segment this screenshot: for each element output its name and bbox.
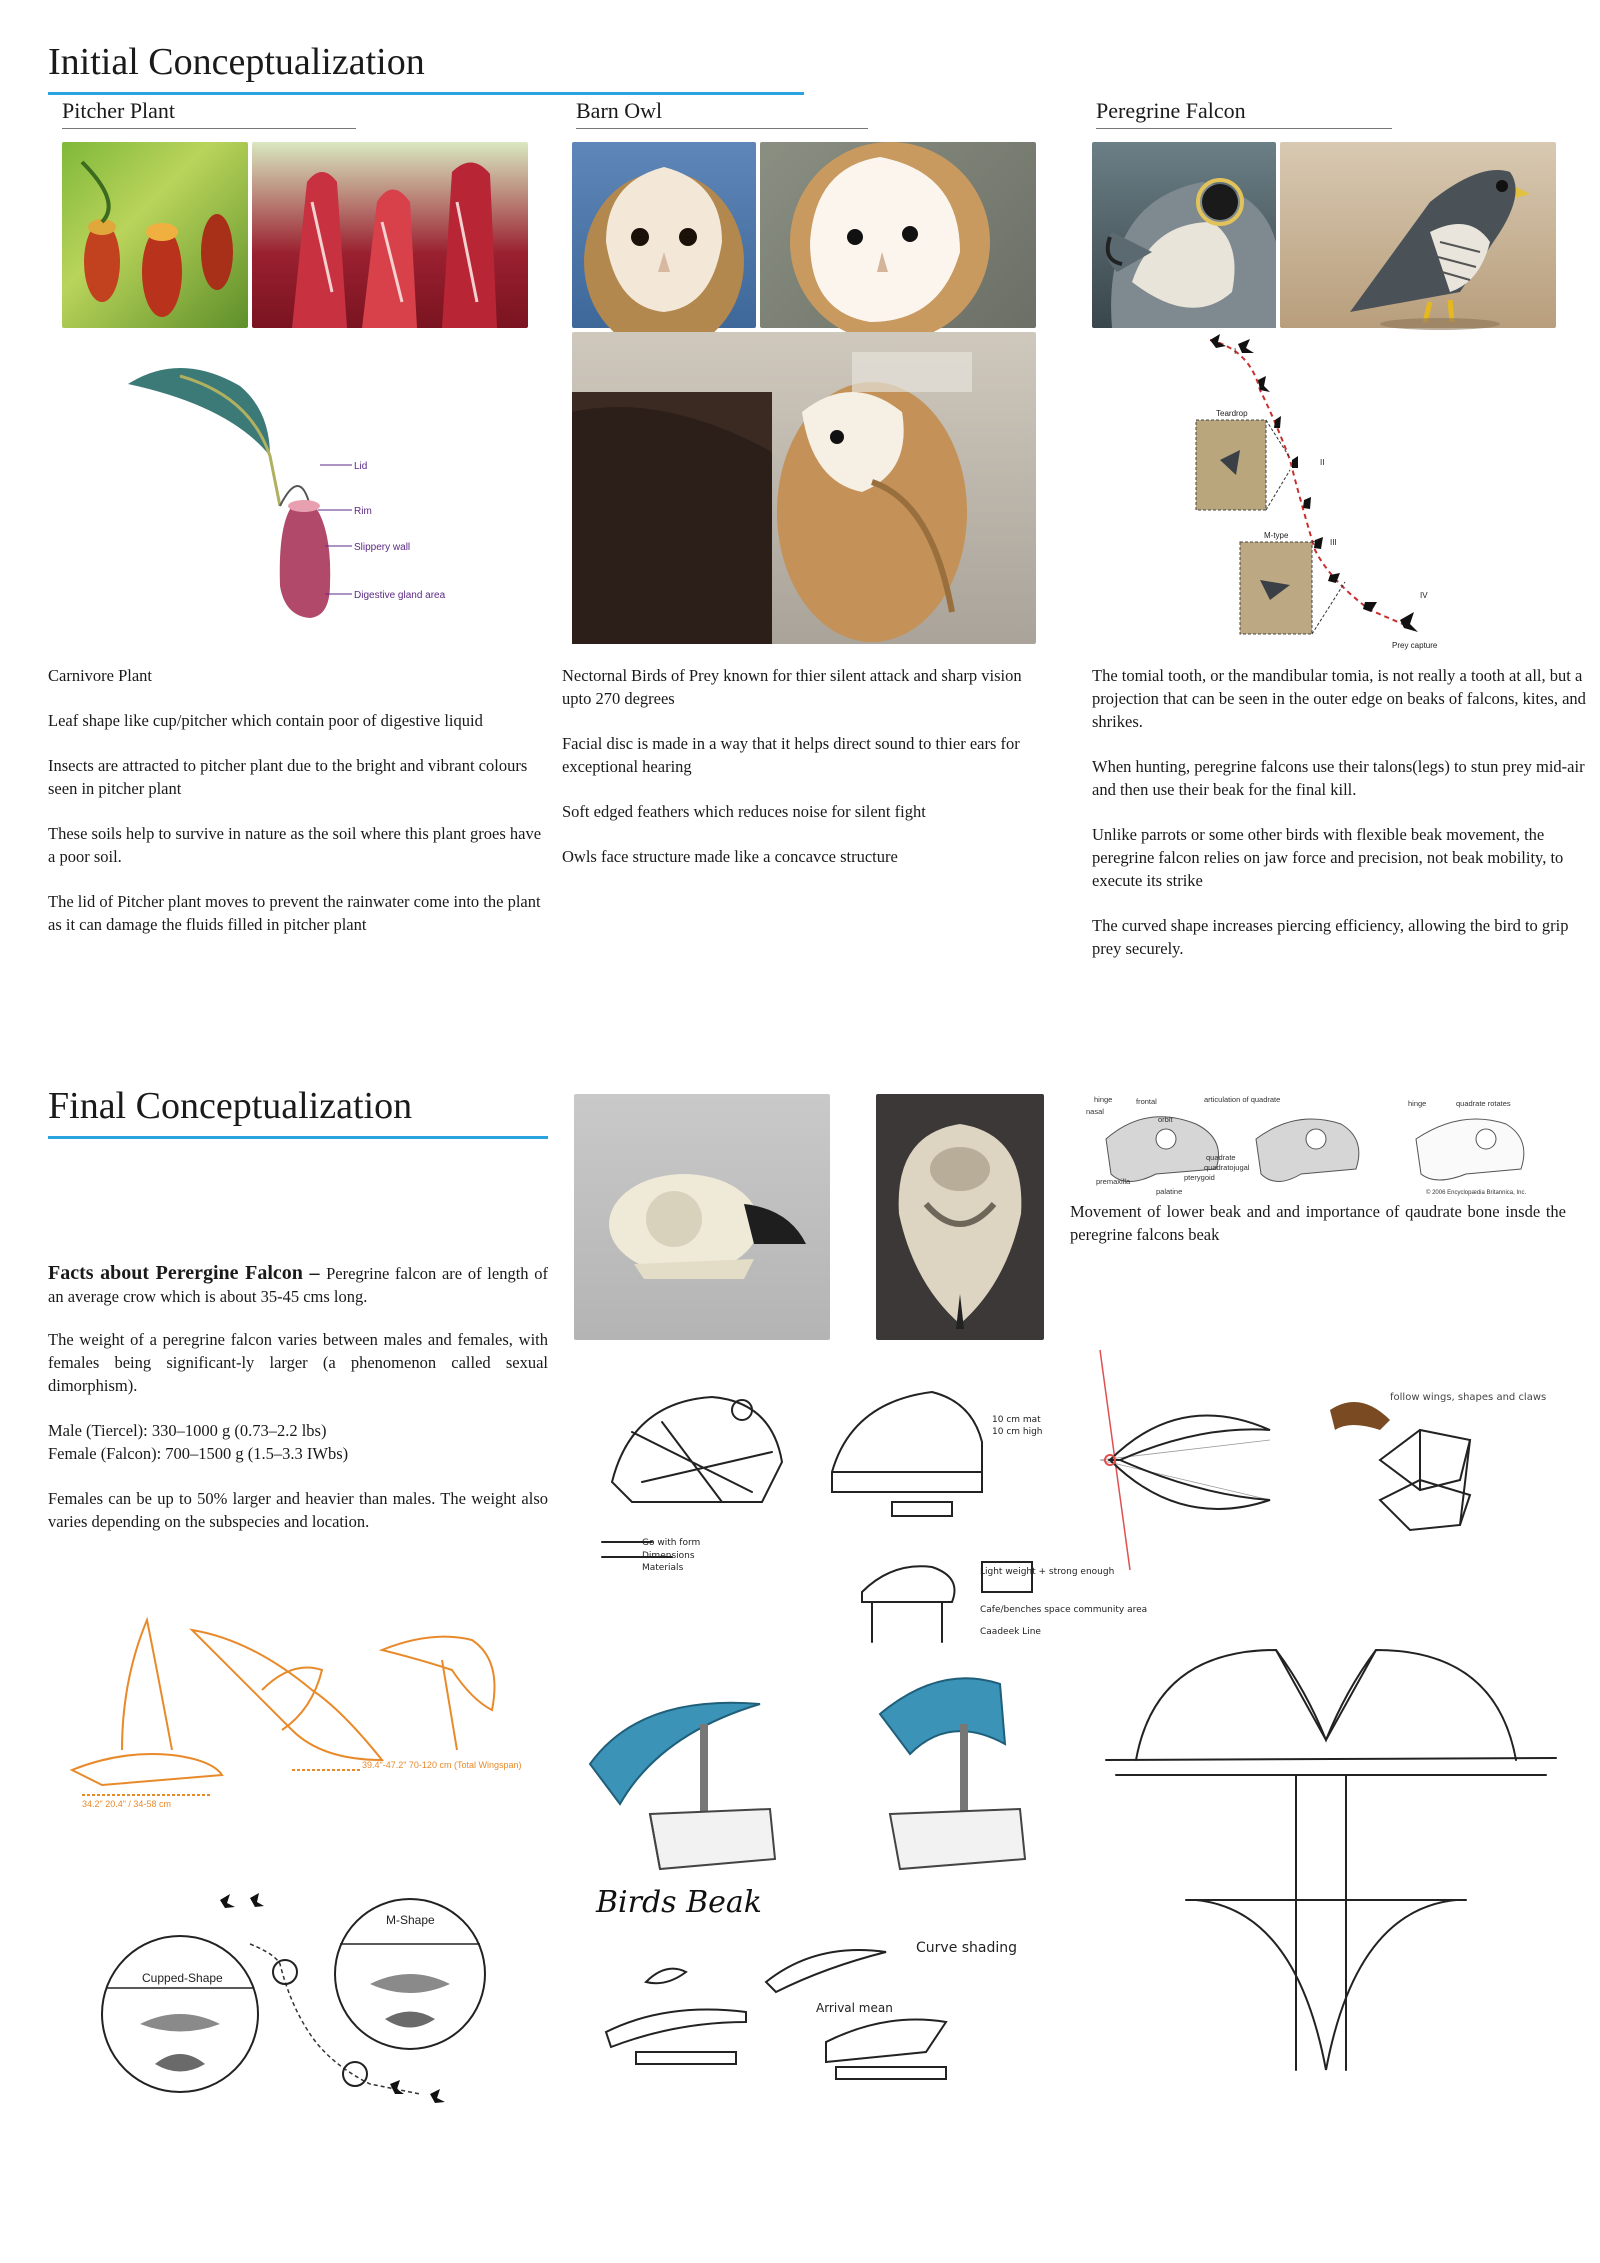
dive-label-ii: II	[1320, 458, 1325, 467]
pitcher-p3: Insects are attracted to pitcher plant due to the bright and vibrant colours seen in pitcher plant	[48, 756, 528, 798]
owl-heading: Barn Owl	[576, 98, 663, 123]
shape-label-m: M-Shape	[386, 1913, 435, 1927]
birds-beak-sketches	[586, 1872, 1046, 2102]
beak-caption: Movement of lower beak and and importance of qaudrate bone insde the peregrine falcons beak	[1070, 1202, 1566, 1244]
beak-label-frontal: frontal	[1136, 1097, 1157, 1106]
note-light-weight: Light weight + strong enough	[980, 1567, 1115, 1577]
pitcher-heading-rule	[62, 128, 356, 129]
beak-label-hinge-1: hinge	[1094, 1095, 1113, 1104]
falcon-p2: When hunting, peregrine falcons use their talons(legs) to stun prey mid-air and then use their beak for the final kill.	[1092, 757, 1585, 799]
falcon-p4: The curved shape increases piercing efficiency, allowing the bird to grip prey securely.	[1092, 916, 1569, 958]
falcon-heading: Peregrine Falcon	[1096, 98, 1246, 123]
canopy-elevation-sketch	[1096, 1630, 1566, 2090]
pitcher-photo-1	[62, 142, 248, 328]
pitcher-p5: The lid of Pitcher plant moves to prevent the rainwater come into the plant as it can damage the fluids filled in pitcher plant	[48, 892, 541, 934]
falcon-p3: Unlike parrots or some other birds with flexible beak movement, the peregrine falcon relies on jaw force and precision, not beak mobility, to execute its strike	[1092, 825, 1564, 890]
facts-p1: The weight of a peregrine falcon varies between males and females, with females being significant-ly larger (a phenomenon called sexual dimorphism).	[48, 1330, 548, 1395]
note-10cm-mat: 10 cm mat	[992, 1415, 1041, 1425]
dive-label-i: I	[1234, 347, 1237, 356]
initial-title: Initial Conceptualization	[48, 41, 425, 83]
beak-label-nasal: nasal	[1086, 1107, 1104, 1116]
owl-photo-1	[572, 142, 756, 328]
note-cafe: Cafe/benches space community area	[980, 1605, 1148, 1615]
beak-label-copyright: © 2006 Encyclopædia Britannica, Inc.	[1426, 1190, 1527, 1196]
beak-label-pterygoid: pterygoid	[1184, 1173, 1215, 1182]
falcon-heading-rule	[1096, 128, 1392, 129]
pitcher-label-rim: Rim	[354, 506, 372, 517]
owl-p4: Owls face structure made like a concavce structure	[562, 847, 898, 866]
pitcher-label-gland: Digestive gland area	[354, 590, 446, 601]
beak-label-quadratojugal: quadratojugal	[1204, 1163, 1250, 1172]
falcon-text	[1092, 664, 1588, 982]
dive-label-mtype: M-type	[1264, 531, 1289, 540]
skull-photo-top	[876, 1094, 1044, 1340]
beak-label-premaxilla: premaxilla	[1096, 1177, 1131, 1186]
facts-block: Facts about Perergine Falcon – Peregrine falcon are of length of an average crow which is about 35-45 cms long. The weight of a peregrine falcon varies between males and females, with females being significant-ly larger (a phenomenon called sexual dimorphism). Male (Tiercel): 330–1000 g (0.73–2.2 lbs) Female (Falcon): 700–1500 g (1.5–3.3 IWbs) Females can be up to 50% larger and heavier than males. The weight also varies depending on the subspecies and location.	[48, 1262, 549, 1531]
flight-sketches	[62, 1600, 532, 1810]
note-follow-wings: follow wings, shapes and claws	[1390, 1392, 1547, 1403]
owl-p1: Nectornal Birds of Prey known for thier silent attack and sharp vision upto 270 degrees	[562, 666, 1022, 708]
canopy-render-2	[850, 1664, 1050, 1884]
beak-label-quadrate: quadrate	[1206, 1153, 1236, 1162]
dive-label-iii: III	[1330, 538, 1337, 547]
dive-label-iv: IV	[1420, 591, 1428, 600]
canopy-render-1	[580, 1684, 800, 1884]
beak-label-articulation: articulation of quadrate	[1204, 1095, 1281, 1104]
note-arrival: Arrival mean	[816, 2001, 893, 2015]
pitcher-p4: These soils help to survive in nature as the soil where this plant groes have a poor soil.	[48, 824, 542, 866]
note-10cm-high: 10 cm high	[992, 1427, 1043, 1437]
facts-intro: Peregrine falcon are of length of an average crow which is about 35-45 cms long.	[48, 1264, 549, 1306]
note-birds-beak: Birds Beak	[596, 1885, 762, 1920]
pitcher-label-wall: Slippery wall	[354, 542, 411, 553]
flight-label-length: 34.2" 20.4" / 34-58 cm	[82, 1799, 171, 1809]
beak-movement-diagram	[1086, 1094, 1586, 1206]
note-materials: Materials	[642, 1563, 684, 1573]
pitcher-diagram	[120, 356, 446, 636]
owl-p2: Facial disc is made in a way that it helps direct sound to thier ears for exceptional hearing	[562, 734, 1020, 776]
owl-photo-2	[760, 142, 1036, 328]
beak-label-orbit: orbit	[1158, 1115, 1173, 1124]
note-curve-shading: Curve shading	[916, 1940, 1018, 1956]
beak-label-palatine: palatine	[1156, 1187, 1183, 1196]
pitcher-label-lid: Lid	[354, 461, 368, 472]
falcon-dive-diagram	[1180, 330, 1480, 650]
weight-female: Female (Falcon): 700–1500 g (1.5–3.3 IWbs)	[48, 1444, 349, 1463]
note-dimensions: Dimensions	[642, 1551, 695, 1561]
final-title: Final Conceptualization	[48, 1085, 413, 1127]
wing-shape-diagram	[100, 1884, 520, 2104]
beak-label-quadrate-rotates: quadrate rotates	[1456, 1099, 1511, 1108]
pitcher-photo-2	[252, 142, 528, 328]
beak-form-sketches	[1090, 1350, 1570, 1580]
owl-p3: Soft edged feathers which reduces noise for silent fight	[562, 802, 926, 821]
facts-heading: Facts about Perergine Falcon	[48, 1262, 303, 1284]
flight-label-wingspan: 39.4"-47.2" 70-120 cm (Total Wingspan)	[362, 1760, 522, 1770]
owl-heading-rule	[576, 128, 868, 129]
facts-closing: Females can be up to 50% larger and heavier than males. The weight also varies depending on the subspecies and location.	[48, 1489, 548, 1531]
pitcher-p1: Carnivore Plant	[48, 666, 153, 685]
initial-title-rule	[48, 92, 804, 95]
final-title-rule	[48, 1136, 548, 1139]
falcon-photo-1	[1092, 142, 1276, 328]
note-go-with-form: Go with form	[642, 1538, 701, 1548]
shape-label-cupped: Cupped-Shape	[142, 1971, 223, 1985]
falcon-p1: The tomial tooth, or the mandibular tomia, is not really a tooth at all, but a projection that can be seen in the outer edge on beaks of falcons, kites, and shrikes.	[1092, 666, 1586, 731]
dive-label-prey: Prey capture	[1392, 641, 1438, 650]
note-line: Caadeek Line	[980, 1627, 1041, 1637]
dive-label-teardrop: Teardrop	[1216, 409, 1248, 418]
pitcher-p2: Leaf shape like cup/pitcher which contain poor of digestive liquid	[48, 711, 483, 730]
pitcher-heading: Pitcher Plant	[62, 98, 176, 123]
bench-pencil-sketches	[572, 1362, 1148, 1662]
owl-photo-3	[572, 332, 1036, 644]
skull-photo-side	[574, 1094, 830, 1340]
falcon-photo-2	[1280, 142, 1556, 328]
pitcher-text	[48, 664, 548, 958]
weight-male: Male (Tiercel): 330–1000 g (0.73–2.2 lbs)	[48, 1421, 327, 1440]
beak-label-hinge-2: hinge	[1408, 1099, 1427, 1108]
owl-text	[562, 664, 1052, 890]
